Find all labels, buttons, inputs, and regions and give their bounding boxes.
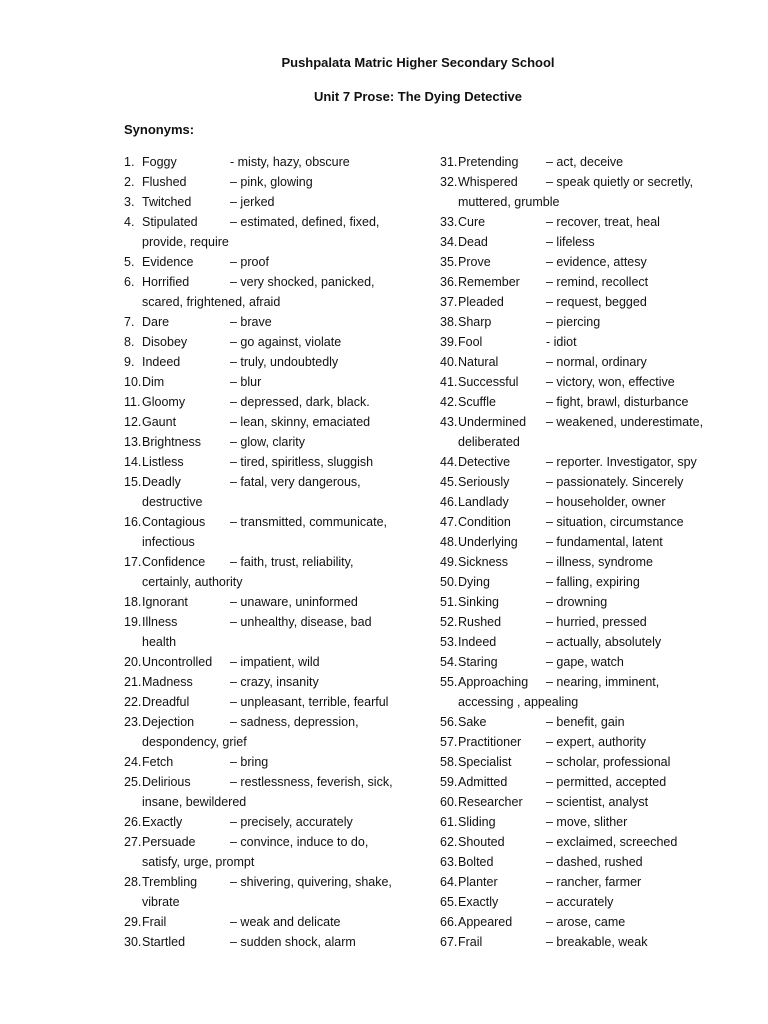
synonym-entry xyxy=(440,272,730,292)
entry-word: Disobey xyxy=(142,335,188,349)
entry-word: Landlady xyxy=(458,495,509,509)
entry-word: Sinking xyxy=(458,595,499,609)
entry-definition: – normal, ordinary xyxy=(546,355,647,369)
entry-number: 35. xyxy=(440,255,458,269)
entry-number: 52. xyxy=(440,615,458,629)
entry-word: Evidence xyxy=(142,255,194,269)
entry-number: 50. xyxy=(440,575,458,589)
entry-definition: – proof xyxy=(230,255,269,269)
entry-number: 14. xyxy=(124,455,142,469)
entry-word: Natural xyxy=(458,355,499,369)
entry-word: Horrified xyxy=(142,275,190,289)
synonym-entry xyxy=(440,812,730,832)
entry-definition: – precisely, accurately xyxy=(230,815,353,829)
entry-definition: – tired, spiritless, sluggish xyxy=(230,455,374,469)
entry-word: Condition xyxy=(458,515,511,529)
entry-definition-continued: satisfy, urge, prompt xyxy=(142,855,255,869)
entry-definition: – truly, undoubtedly xyxy=(230,355,339,369)
entry-number: 16. xyxy=(124,515,142,529)
entry-word: Dead xyxy=(458,235,488,249)
entry-word: Fetch xyxy=(142,755,174,769)
entry-definition-continued: muttered, grumble xyxy=(458,195,560,209)
synonym-entry xyxy=(440,292,730,312)
entry-definition: – sudden shock, alarm xyxy=(230,935,356,949)
synonym-entry xyxy=(440,892,730,912)
entry-word: Ignorant xyxy=(142,595,188,609)
entry-word: Brightness xyxy=(142,435,202,449)
synonym-entry xyxy=(124,672,424,692)
entry-word: Approaching xyxy=(458,675,529,689)
entry-definition: – breakable, weak xyxy=(546,935,648,949)
synonym-entry xyxy=(124,352,424,372)
entry-word: Specialist xyxy=(458,755,512,769)
entry-definition: – shivering, quivering, shake, xyxy=(230,875,392,889)
synonym-entry xyxy=(440,872,730,892)
entry-number: 25. xyxy=(124,775,142,789)
entry-number: 7. xyxy=(124,315,135,329)
entry-definition: – move, slither xyxy=(546,815,628,829)
synonym-entry xyxy=(440,372,730,392)
entry-word: Rushed xyxy=(458,615,502,629)
entry-definition: – actually, absolutely xyxy=(546,635,662,649)
entry-word: Flushed xyxy=(142,175,187,189)
entry-number: 9. xyxy=(124,355,135,369)
entry-word: Indeed xyxy=(458,635,497,649)
entry-number: 4. xyxy=(124,215,135,229)
entry-definition: – householder, owner xyxy=(546,495,666,509)
synonym-entry xyxy=(440,912,730,932)
entry-definition: – restlessness, feverish, sick, xyxy=(230,775,393,789)
synonym-entry xyxy=(124,872,424,912)
entry-number: 55. xyxy=(440,675,458,689)
entry-word: Whispered xyxy=(458,175,518,189)
synonym-list-right xyxy=(440,152,730,952)
entry-word: Sliding xyxy=(458,815,496,829)
synonym-entry xyxy=(124,332,424,352)
synonym-entry xyxy=(124,652,424,672)
entry-word: Dying xyxy=(458,575,490,589)
synonym-entry xyxy=(124,452,424,472)
synonym-entry xyxy=(124,752,424,772)
entry-word: Exactly xyxy=(142,815,183,829)
synonym-entry xyxy=(440,152,730,172)
entry-number: 65. xyxy=(440,895,458,909)
entry-definition-continued: deliberated xyxy=(458,435,520,449)
entry-number: 13. xyxy=(124,435,142,449)
entry-number: 2. xyxy=(124,175,135,189)
entry-definition-continued: scared, frightened, afraid xyxy=(142,295,281,309)
section-heading: Synonyms: xyxy=(124,122,195,137)
synonym-list-left xyxy=(124,152,424,952)
entry-definition: – drowning xyxy=(546,595,608,609)
entry-definition: – passionately. Sincerely xyxy=(546,475,684,489)
entry-number: 1. xyxy=(124,155,135,169)
entry-number: 46. xyxy=(440,495,458,509)
entry-definition: – arose, came xyxy=(546,915,626,929)
entry-number: 28. xyxy=(124,875,142,889)
entry-definition: – request, begged xyxy=(546,295,647,309)
synonym-entry xyxy=(440,412,730,452)
synonym-entry xyxy=(440,212,730,232)
entry-number: 48. xyxy=(440,535,458,549)
entry-definition: – weakened, underestimate, xyxy=(546,415,704,429)
entry-word: Deadly xyxy=(142,475,181,489)
entry-word: Scuffle xyxy=(458,395,496,409)
entry-definition: – transmitted, communicate, xyxy=(230,515,388,529)
synonym-entry xyxy=(124,612,424,652)
entry-definition: – scientist, analyst xyxy=(546,795,649,809)
entry-number: 18. xyxy=(124,595,142,609)
entry-number: 59. xyxy=(440,775,458,789)
entry-number: 33. xyxy=(440,215,458,229)
entry-number: 30. xyxy=(124,935,142,949)
entry-word: Startled xyxy=(142,935,186,949)
synonym-entry xyxy=(440,592,730,612)
entry-number: 15. xyxy=(124,475,142,489)
entry-number: 11. xyxy=(124,395,141,409)
synonym-entry xyxy=(440,832,730,852)
entry-definition: - misty, hazy, obscure xyxy=(230,155,350,169)
entry-definition: – situation, circumstance xyxy=(546,515,684,529)
entry-word: Dreadful xyxy=(142,695,190,709)
entry-number: 66. xyxy=(440,915,458,929)
entry-number: 61. xyxy=(440,815,458,829)
entry-definition: – act, deceive xyxy=(546,155,624,169)
synonym-entry xyxy=(440,652,730,672)
entry-definition: – permitted, accepted xyxy=(546,775,667,789)
entry-definition: – go against, violate xyxy=(230,335,342,349)
entry-word: Twitched xyxy=(142,195,192,209)
entry-word: Staring xyxy=(458,655,498,669)
entry-definition-continued: despondency, grief xyxy=(142,735,247,749)
entry-word: Persuade xyxy=(142,835,196,849)
synonym-entry xyxy=(124,812,424,832)
entry-number: 21. xyxy=(124,675,142,689)
entry-word: Sickness xyxy=(458,555,509,569)
synonym-entry xyxy=(124,832,424,872)
entry-number: 56. xyxy=(440,715,458,729)
entry-number: 54. xyxy=(440,655,458,669)
entry-number: 17. xyxy=(124,555,142,569)
synonym-entry xyxy=(124,472,424,512)
entry-definition: – lean, skinny, emaciated xyxy=(230,415,371,429)
entry-number: 26. xyxy=(124,815,142,829)
synonym-entry xyxy=(440,572,730,592)
entry-word: Successful xyxy=(458,375,519,389)
entry-word: Prove xyxy=(458,255,491,269)
synonym-entry xyxy=(440,752,730,772)
entry-definition: - idiot xyxy=(546,335,577,349)
synonym-entry xyxy=(124,772,424,812)
entry-definition: – glow, clarity xyxy=(230,435,306,449)
synonym-entry xyxy=(124,372,424,392)
entry-definition: – reporter. Investigator, spy xyxy=(546,455,697,469)
entry-definition-continued: insane, bewildered xyxy=(142,795,247,809)
entry-number: 42. xyxy=(440,395,458,409)
entry-word: Exactly xyxy=(458,895,499,909)
synonym-entry xyxy=(124,712,424,752)
entry-definition: – gape, watch xyxy=(546,655,624,669)
entry-definition-continued: destructive xyxy=(142,495,203,509)
entry-number: 41. xyxy=(440,375,458,389)
entry-definition: – nearing, imminent, xyxy=(546,675,660,689)
entry-definition: – rancher, farmer xyxy=(546,875,642,889)
entry-word: Detective xyxy=(458,455,511,469)
entry-word: Shouted xyxy=(458,835,505,849)
entry-word: Frail xyxy=(142,915,167,929)
entry-number: 51. xyxy=(440,595,458,609)
entry-word: Madness xyxy=(142,675,193,689)
entry-number: 34. xyxy=(440,235,458,249)
entry-definition: – benefit, gain xyxy=(546,715,625,729)
entry-word: Admitted xyxy=(458,775,508,789)
entry-word: Dare xyxy=(142,315,170,329)
entry-definition-continued: accessing , appealing xyxy=(458,695,579,709)
synonym-entry xyxy=(124,932,424,952)
entry-number: 40. xyxy=(440,355,458,369)
entry-word: Planter xyxy=(458,875,498,889)
entry-number: 22. xyxy=(124,695,142,709)
entry-number: 64. xyxy=(440,875,458,889)
entry-definition: – lifeless xyxy=(546,235,595,249)
entry-word: Indeed xyxy=(142,355,181,369)
entry-definition-continued: vibrate xyxy=(142,895,180,909)
entry-definition: – dashed, rushed xyxy=(546,855,643,869)
synonym-entry xyxy=(440,772,730,792)
synonym-entry xyxy=(124,552,424,592)
entry-definition: – crazy, insanity xyxy=(230,675,319,689)
entry-number: 32. xyxy=(440,175,458,189)
entry-definition: – remind, recollect xyxy=(546,275,649,289)
entry-definition: – brave xyxy=(230,315,272,329)
synonym-entry xyxy=(440,312,730,332)
entry-definition-continued: certainly, authority xyxy=(142,575,243,589)
entry-definition: – fatal, very dangerous, xyxy=(230,475,361,489)
synonym-entry xyxy=(124,512,424,552)
entry-definition: – accurately xyxy=(546,895,614,909)
entry-definition: – fundamental, latent xyxy=(546,535,663,549)
entry-definition: – jerked xyxy=(230,195,275,209)
entry-definition: – unpleasant, terrible, fearful xyxy=(230,695,389,709)
entry-definition: – bring xyxy=(230,755,269,769)
entry-number: 27. xyxy=(124,835,142,849)
synonym-entry xyxy=(124,432,424,452)
entry-definition: – faith, trust, reliability, xyxy=(230,555,354,569)
entry-definition: – impatient, wild xyxy=(230,655,320,669)
entry-definition-continued: infectious xyxy=(142,535,195,549)
entry-number: 23. xyxy=(124,715,142,729)
entry-word: Remember xyxy=(458,275,520,289)
entry-word: Stipulated xyxy=(142,215,198,229)
entry-word: Bolted xyxy=(458,855,494,869)
entry-word: Sharp xyxy=(458,315,492,329)
entry-definition: – unaware, uninformed xyxy=(230,595,358,609)
synonym-entry xyxy=(440,612,730,632)
entry-number: 10. xyxy=(124,375,142,389)
entry-number: 43. xyxy=(440,415,458,429)
entry-word: Gloomy xyxy=(142,395,186,409)
entry-number: 67. xyxy=(440,935,458,949)
synonym-entry xyxy=(124,212,424,252)
entry-definition: – piercing xyxy=(546,315,601,329)
entry-definition: – pink, glowing xyxy=(230,175,313,189)
entry-word: Pretending xyxy=(458,155,519,169)
entry-definition: – evidence, attesy xyxy=(546,255,647,269)
unit-title: Unit 7 Prose: The Dying Detective xyxy=(313,89,523,104)
synonym-entry xyxy=(440,712,730,732)
entry-definition: – speak quietly or secretly, xyxy=(546,175,694,189)
synonym-entry xyxy=(124,192,424,212)
entry-number: 60. xyxy=(440,795,458,809)
entry-number: 12. xyxy=(124,415,142,429)
synonym-entry xyxy=(440,552,730,572)
entry-number: 38. xyxy=(440,315,458,329)
entry-word: Fool xyxy=(458,335,483,349)
entry-number: 62. xyxy=(440,835,458,849)
entry-word: Trembling xyxy=(142,875,198,889)
entry-definition: – unhealthy, disease, bad xyxy=(230,615,372,629)
synonym-entry xyxy=(440,232,730,252)
entry-number: 31. xyxy=(440,155,458,169)
synonym-entry xyxy=(440,392,730,412)
entry-definition: – victory, won, effective xyxy=(546,375,675,389)
entry-number: 5. xyxy=(124,255,135,269)
entry-definition: – sadness, depression, xyxy=(230,715,359,729)
entry-word: Undermined xyxy=(458,415,527,429)
entry-word: Gaunt xyxy=(142,415,177,429)
synonym-entry xyxy=(440,932,730,952)
entry-number: 39. xyxy=(440,335,458,349)
synonym-entry xyxy=(440,172,730,212)
synonym-entry xyxy=(124,152,424,172)
synonym-entry xyxy=(124,272,424,312)
entry-number: 19. xyxy=(124,615,142,629)
entry-number: 6. xyxy=(124,275,135,289)
entry-definition: – recover, treat, heal xyxy=(546,215,660,229)
synonym-entry xyxy=(440,472,730,492)
entry-definition: – depressed, dark, black. xyxy=(230,395,370,409)
synonym-entry xyxy=(440,332,730,352)
entry-definition: – weak and delicate xyxy=(230,915,341,929)
entry-word: Delirious xyxy=(142,775,191,789)
entry-number: 45. xyxy=(440,475,458,489)
synonym-entry xyxy=(440,672,730,712)
entry-number: 20. xyxy=(124,655,142,669)
entry-number: 37. xyxy=(440,295,458,309)
entry-definition: – blur xyxy=(230,375,262,389)
synonym-entry xyxy=(440,512,730,532)
entry-definition: – illness, syndrome xyxy=(546,555,653,569)
entry-word: Illness xyxy=(142,615,178,629)
entry-definition: – fight, brawl, disturbance xyxy=(546,395,689,409)
entry-word: Dim xyxy=(142,375,165,389)
synonym-entry xyxy=(440,252,730,272)
entry-word: Seriously xyxy=(458,475,510,489)
entry-word: Frail xyxy=(458,935,483,949)
entry-number: 49. xyxy=(440,555,458,569)
entry-definition: – very shocked, panicked, xyxy=(230,275,375,289)
entry-word: Appeared xyxy=(458,915,513,929)
synonym-entry xyxy=(124,392,424,412)
school-name: Pushpalata Matric Higher Secondary School xyxy=(281,55,555,70)
entry-word: Researcher xyxy=(458,795,523,809)
synonym-entry xyxy=(124,912,424,932)
entry-definition-continued: health xyxy=(142,635,177,649)
entry-word: Practitioner xyxy=(458,735,522,749)
entry-number: 53. xyxy=(440,635,458,649)
entry-number: 8. xyxy=(124,335,135,349)
entry-word: Uncontrolled xyxy=(142,655,213,669)
synonym-entry xyxy=(440,792,730,812)
entry-word: Foggy xyxy=(142,155,177,169)
entry-definition-continued: provide, require xyxy=(142,235,229,249)
synonym-entry xyxy=(440,352,730,372)
synonym-entry xyxy=(440,632,730,652)
entry-word: Pleaded xyxy=(458,295,504,309)
synonym-entry xyxy=(124,252,424,272)
entry-number: 29. xyxy=(124,915,142,929)
entry-number: 24. xyxy=(124,755,142,769)
synonym-entry xyxy=(440,852,730,872)
entry-word: Listless xyxy=(142,455,184,469)
entry-definition: – convince, induce to do, xyxy=(230,835,369,849)
entry-definition: – falling, expiring xyxy=(546,575,640,589)
entry-definition: – hurried, pressed xyxy=(546,615,647,629)
synonym-entry xyxy=(124,172,424,192)
entry-word: Cure xyxy=(458,215,486,229)
entry-word: Underlying xyxy=(458,535,518,549)
synonym-entry xyxy=(440,452,730,472)
entry-number: 57. xyxy=(440,735,458,749)
entry-number: 44. xyxy=(440,455,458,469)
synonym-entry xyxy=(124,412,424,432)
entry-word: Contagious xyxy=(142,515,206,529)
entry-word: Dejection xyxy=(142,715,195,729)
entry-definition: – exclaimed, screeched xyxy=(546,835,678,849)
synonym-entry xyxy=(440,732,730,752)
entry-definition: – scholar, professional xyxy=(546,755,671,769)
entry-definition: – expert, authority xyxy=(546,735,647,749)
entry-number: 3. xyxy=(124,195,135,209)
entry-number: 36. xyxy=(440,275,458,289)
synonym-entry xyxy=(440,492,730,512)
entry-number: 63. xyxy=(440,855,458,869)
synonym-entry xyxy=(124,692,424,712)
synonym-entry xyxy=(440,532,730,552)
entry-definition: – estimated, defined, fixed, xyxy=(230,215,380,229)
entry-number: 58. xyxy=(440,755,458,769)
entry-number: 47. xyxy=(440,515,458,529)
entry-word: Confidence xyxy=(142,555,206,569)
synonym-entry xyxy=(124,312,424,332)
entry-word: Sake xyxy=(458,715,487,729)
synonym-entry xyxy=(124,592,424,612)
